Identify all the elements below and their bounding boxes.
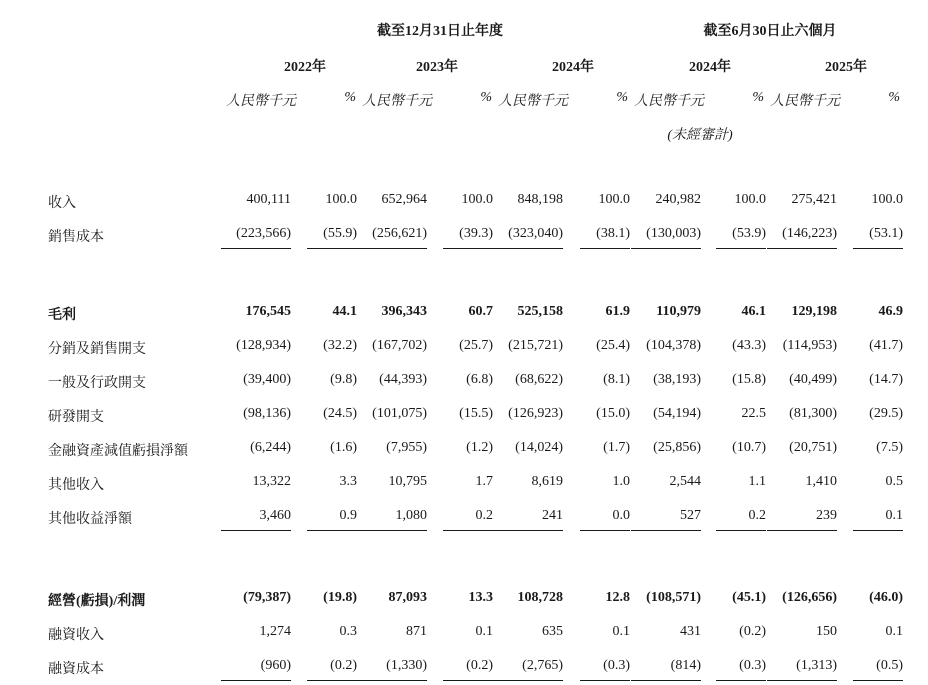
amount-cell: (6,244) xyxy=(250,440,291,455)
amount-cell: 400,111 xyxy=(246,192,291,207)
amount-cell: 240,982 xyxy=(655,192,701,207)
percent-cell: (38.1) xyxy=(596,226,630,241)
percent-cell: (55.9) xyxy=(323,226,357,241)
fy-group-header: 截至12月31日止年度 xyxy=(377,24,503,39)
subtotal-rule xyxy=(853,530,903,531)
amount-cell: (68,622) xyxy=(515,372,563,387)
subtotal-rule xyxy=(716,248,766,249)
amount-cell: (167,702) xyxy=(372,338,427,353)
amount-cell: (79,387) xyxy=(243,590,291,605)
percent-cell: 1.7 xyxy=(475,474,493,489)
amount-cell: 110,979 xyxy=(656,304,701,319)
percent-cell: 0.0 xyxy=(612,508,630,523)
percent-cell: (39.3) xyxy=(459,226,493,241)
row-label: 其他收入 xyxy=(48,478,104,493)
amount-cell: (114,953) xyxy=(782,338,837,353)
percent-cell: 12.8 xyxy=(605,590,630,605)
subtotal-rule xyxy=(221,680,291,681)
subtotal-rule xyxy=(443,248,493,249)
percent-cell: (43.3) xyxy=(732,338,766,353)
amount-cell: 635 xyxy=(542,624,563,639)
percent-cell: 0.1 xyxy=(885,508,903,523)
percent-cell: 0.1 xyxy=(885,624,903,639)
amount-cell: 241 xyxy=(542,508,563,523)
amount-cell: (108,571) xyxy=(646,590,701,605)
amount-cell: 176,545 xyxy=(245,304,291,319)
percent-cell: (19.8) xyxy=(323,590,357,605)
subtotal-rule xyxy=(716,680,766,681)
subtotal-rule xyxy=(357,680,427,681)
row-label: 研發開支 xyxy=(48,410,104,425)
row-label: 其他收益淨額 xyxy=(48,512,132,527)
percent-cell: 100.0 xyxy=(734,192,766,207)
subtotal-rule xyxy=(493,680,563,681)
percent-cell: (14.7) xyxy=(869,372,903,387)
amount-cell: (814) xyxy=(670,658,701,673)
percent-cell: (0.2) xyxy=(330,658,357,673)
amount-cell: (1,330) xyxy=(386,658,427,673)
percent-cell: 13.3 xyxy=(468,590,493,605)
amount-cell: 431 xyxy=(680,624,701,639)
subtotal-rule xyxy=(443,530,493,531)
amount-cell: (20,751) xyxy=(789,440,837,455)
percent-cell: (53.9) xyxy=(732,226,766,241)
percent-cell: (0.2) xyxy=(739,624,766,639)
subtotal-rule xyxy=(580,248,630,249)
percent-cell: 61.9 xyxy=(605,304,630,319)
amount-cell: (146,223) xyxy=(782,226,837,241)
hy-group-header: 截至6月30日止六個月 xyxy=(703,24,837,39)
amount-cell: 1,274 xyxy=(259,624,291,639)
amount-cell: (39,400) xyxy=(243,372,291,387)
percent-cell: 100.0 xyxy=(461,192,493,207)
amount-cell: 525,158 xyxy=(517,304,563,319)
amount-cell: (256,621) xyxy=(372,226,427,241)
unit-amount-2024-hy: 人民幣千元 xyxy=(634,94,704,109)
subtotal-rule xyxy=(443,680,493,681)
amount-cell: 2,544 xyxy=(669,474,701,489)
percent-cell: (53.1) xyxy=(869,226,903,241)
percent-cell: (32.2) xyxy=(323,338,357,353)
amount-cell: (44,393) xyxy=(379,372,427,387)
amount-cell: (14,024) xyxy=(515,440,563,455)
percent-cell: (1.7) xyxy=(603,440,630,455)
amount-cell: (960) xyxy=(260,658,291,673)
percent-cell: 1.1 xyxy=(748,474,766,489)
percent-cell: (0.5) xyxy=(876,658,903,673)
percent-cell: 0.2 xyxy=(475,508,493,523)
percent-cell: (9.8) xyxy=(330,372,357,387)
year-header-2024: 2024年 xyxy=(552,60,594,75)
percent-cell: 46.9 xyxy=(878,304,903,319)
amount-cell: 848,198 xyxy=(517,192,563,207)
percent-cell: (46.0) xyxy=(869,590,903,605)
amount-cell: 13,322 xyxy=(252,474,291,489)
percent-cell: (0.3) xyxy=(739,658,766,673)
subtotal-rule xyxy=(767,248,837,249)
row-label: 一般及行政開支 xyxy=(48,376,146,391)
unit-pct-2023: % xyxy=(480,90,492,105)
percent-cell: (15.5) xyxy=(459,406,493,421)
year-header-2022: 2022年 xyxy=(284,60,326,75)
amount-cell: (101,075) xyxy=(372,406,427,421)
percent-cell: 0.5 xyxy=(885,474,903,489)
amount-cell: (2,765) xyxy=(522,658,563,673)
amount-cell: 10,795 xyxy=(388,474,427,489)
percent-cell: (29.5) xyxy=(869,406,903,421)
percent-cell: 100.0 xyxy=(325,192,357,207)
subtotal-rule xyxy=(307,530,357,531)
year-header-2023: 2023年 xyxy=(416,60,458,75)
percent-cell: (41.7) xyxy=(869,338,903,353)
percent-cell: 0.9 xyxy=(339,508,357,523)
amount-cell: (104,378) xyxy=(646,338,701,353)
percent-cell: (45.1) xyxy=(732,590,766,605)
percent-cell: (24.5) xyxy=(323,406,357,421)
row-label: 毛利 xyxy=(48,308,76,323)
percent-cell: (25.4) xyxy=(596,338,630,353)
percent-cell: (7.5) xyxy=(876,440,903,455)
unit-pct-2025-hy: % xyxy=(888,90,900,105)
percent-cell: (1.2) xyxy=(466,440,493,455)
percent-cell: 0.3 xyxy=(339,624,357,639)
amount-cell: 3,460 xyxy=(259,508,291,523)
subtotal-rule xyxy=(493,248,563,249)
amount-cell: (81,300) xyxy=(789,406,837,421)
amount-cell: 1,410 xyxy=(805,474,837,489)
amount-cell: (38,193) xyxy=(653,372,701,387)
percent-cell: (6.8) xyxy=(466,372,493,387)
amount-cell: 239 xyxy=(816,508,837,523)
unaudited-note: (未經審計) xyxy=(667,128,733,143)
percent-cell: 46.1 xyxy=(741,304,766,319)
subtotal-rule xyxy=(853,680,903,681)
row-label: 融資成本 xyxy=(48,662,104,677)
row-label: 分銷及銷售開支 xyxy=(48,342,146,357)
percent-cell: (1.6) xyxy=(330,440,357,455)
amount-cell: (128,934) xyxy=(236,338,291,353)
row-label: 融資收入 xyxy=(48,628,104,643)
amount-cell: 87,093 xyxy=(388,590,427,605)
percent-cell: (25.7) xyxy=(459,338,493,353)
row-label: 收入 xyxy=(48,196,76,211)
unit-pct-2022: % xyxy=(344,90,356,105)
subtotal-rule xyxy=(357,248,427,249)
percent-cell: 1.0 xyxy=(612,474,630,489)
percent-cell: (0.2) xyxy=(466,658,493,673)
amount-cell: 150 xyxy=(816,624,837,639)
subtotal-rule xyxy=(307,248,357,249)
amount-cell: 129,198 xyxy=(791,304,837,319)
subtotal-rule xyxy=(631,248,701,249)
amount-cell: (54,194) xyxy=(653,406,701,421)
amount-cell: 396,343 xyxy=(381,304,427,319)
subtotal-rule xyxy=(221,530,291,531)
unit-amount-2024: 人民幣千元 xyxy=(498,94,568,109)
subtotal-rule xyxy=(580,530,630,531)
unit-amount-2025-hy: 人民幣千元 xyxy=(770,94,840,109)
percent-cell: (15.0) xyxy=(596,406,630,421)
amount-cell: (223,566) xyxy=(236,226,291,241)
amount-cell: 1,080 xyxy=(395,508,427,523)
row-label: 經營(虧損)/利潤 xyxy=(48,594,146,609)
row-label: 銷售成本 xyxy=(48,230,104,245)
year-header-2024-hy: 2024年 xyxy=(689,60,731,75)
amount-cell: 108,728 xyxy=(517,590,563,605)
subtotal-rule xyxy=(853,248,903,249)
year-header-2025-hy: 2025年 xyxy=(825,60,867,75)
amount-cell: 652,964 xyxy=(381,192,427,207)
subtotal-rule xyxy=(221,248,291,249)
percent-cell: (8.1) xyxy=(603,372,630,387)
percent-cell: (10.7) xyxy=(732,440,766,455)
percent-cell: 22.5 xyxy=(741,406,766,421)
amount-cell: (40,499) xyxy=(789,372,837,387)
unit-pct-2024-hy: % xyxy=(752,90,764,105)
unit-amount-2022: 人民幣千元 xyxy=(226,94,296,109)
amount-cell: (98,136) xyxy=(243,406,291,421)
subtotal-rule xyxy=(631,530,701,531)
percent-cell: 0.1 xyxy=(475,624,493,639)
unit-pct-2024: % xyxy=(616,90,628,105)
amount-cell: (1,313) xyxy=(796,658,837,673)
percent-cell: 3.3 xyxy=(339,474,357,489)
subtotal-rule xyxy=(767,530,837,531)
subtotal-rule xyxy=(580,680,630,681)
amount-cell: (130,003) xyxy=(646,226,701,241)
amount-cell: (126,923) xyxy=(508,406,563,421)
row-label: 金融資產減值虧損淨額 xyxy=(48,444,188,459)
percent-cell: (0.3) xyxy=(603,658,630,673)
subtotal-rule xyxy=(493,530,563,531)
amount-cell: (7,955) xyxy=(386,440,427,455)
amount-cell: (323,040) xyxy=(508,226,563,241)
amount-cell: 871 xyxy=(406,624,427,639)
percent-cell: 0.2 xyxy=(748,508,766,523)
amount-cell: 527 xyxy=(680,508,701,523)
percent-cell: 100.0 xyxy=(598,192,630,207)
percent-cell: 60.7 xyxy=(468,304,493,319)
subtotal-rule xyxy=(307,680,357,681)
unit-amount-2023: 人民幣千元 xyxy=(362,94,432,109)
subtotal-rule xyxy=(767,680,837,681)
amount-cell: (25,856) xyxy=(653,440,701,455)
subtotal-rule xyxy=(357,530,427,531)
amount-cell: (126,656) xyxy=(782,590,837,605)
percent-cell: 0.1 xyxy=(612,624,630,639)
subtotal-rule xyxy=(716,530,766,531)
percent-cell: 100.0 xyxy=(871,192,903,207)
percent-cell: (15.8) xyxy=(732,372,766,387)
percent-cell: 44.1 xyxy=(332,304,357,319)
subtotal-rule xyxy=(631,680,701,681)
amount-cell: 275,421 xyxy=(791,192,837,207)
amount-cell: (215,721) xyxy=(508,338,563,353)
amount-cell: 8,619 xyxy=(531,474,563,489)
